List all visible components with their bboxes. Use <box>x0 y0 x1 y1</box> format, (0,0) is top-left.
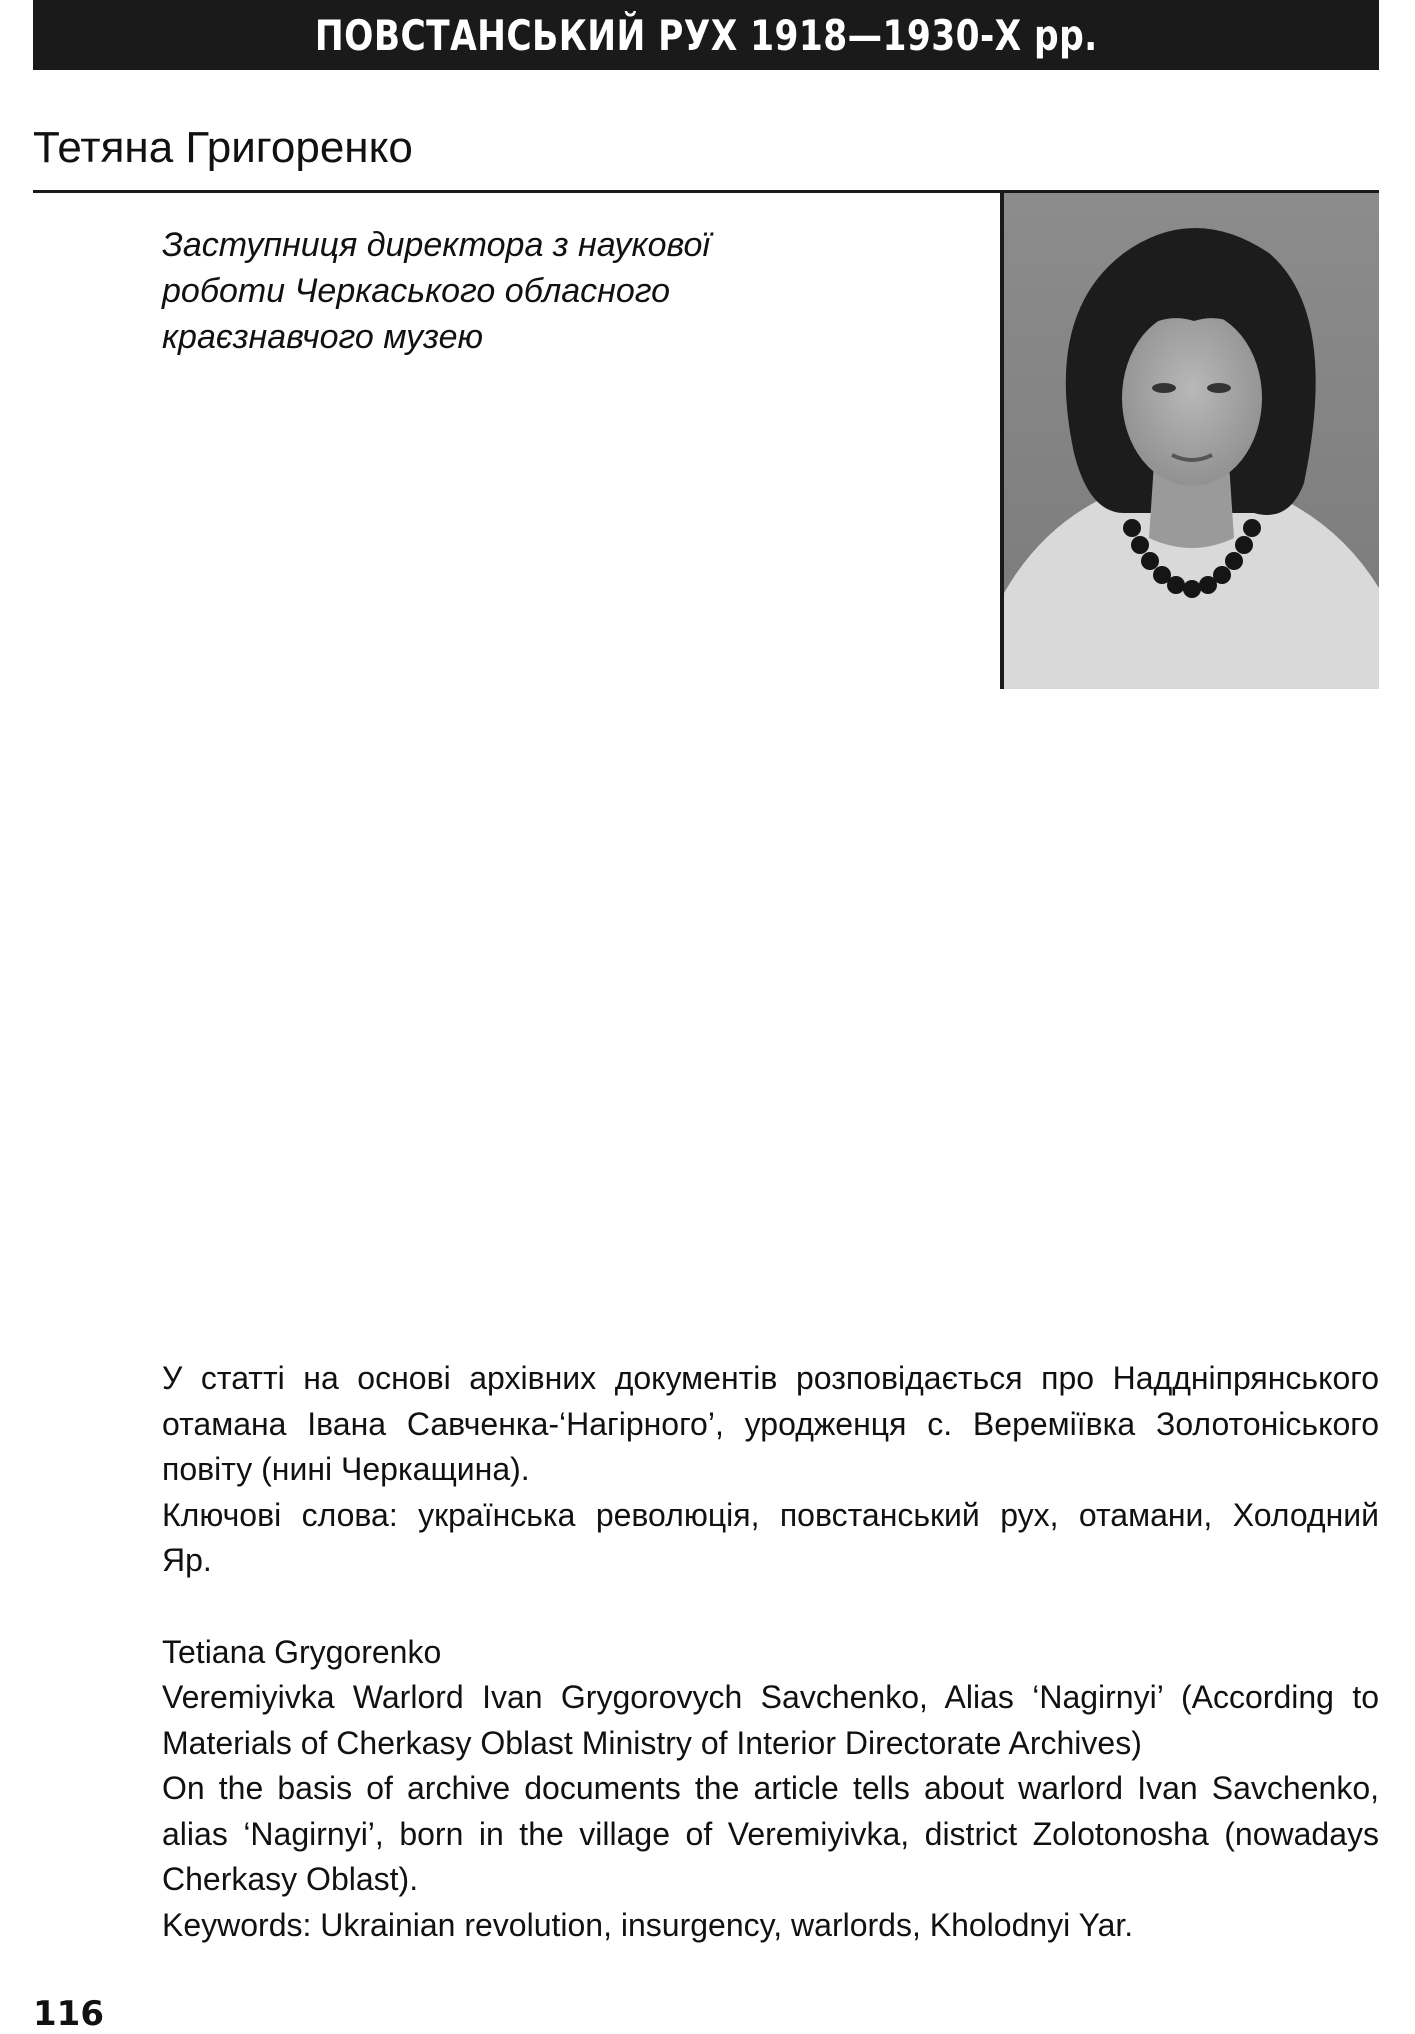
abstract-ua-line: отамана Івана Савченка-‘Нагірного’, уродженця с. Вереміївка Золотоніського <box>162 1405 1379 1442</box>
abstract-en-line: alias ‘Nagirnyi’, born in the village of Veremiyivka, district Zolotonosha (nowadays <box>162 1815 1379 1852</box>
position-line: краєзнавчого музею <box>162 318 484 356</box>
page-number: 116 <box>33 1994 104 2034</box>
author-photo <box>1000 193 1379 689</box>
abstract-ua-line: У статті на основі архівних документів розповідається про Наддніпрянського <box>162 1360 1379 1396</box>
author-name: Тетяна Григоренко <box>33 123 413 172</box>
keywords-ua-line: Яр. <box>162 1542 212 1578</box>
section-title: ПОВСТАНСЬКИЙ РУХ 1918—1930-Х рр. <box>314 10 1098 60</box>
abstract-en-line: On the basis of archive documents the article tells about warlord Ivan Savchenko, <box>162 1770 1379 1806</box>
position-line: роботи Черкаського обласного <box>162 272 671 310</box>
keywords-ua-line: Ключові слова: українська революція, повстанський рух, отамани, Холодний <box>162 1496 1379 1533</box>
position-line: Заступниця директора з наукової <box>162 226 710 264</box>
portrait-image <box>1004 193 1379 689</box>
author-position <box>162 222 802 360</box>
keywords-en-line: Keywords: Ukrainian revolution, insurgency, warlords, Kholodnyi Yar. <box>162 1906 1134 1943</box>
abstract-block <box>162 1356 1379 1948</box>
abstract-en-line: Cherkasy Oblast). <box>162 1861 419 1897</box>
article-title-en: Materials of Cherkasy Oblast Ministry of Interior Directorate Archives) <box>162 1724 1142 1761</box>
author-name-en: Tetiana Grygorenko <box>162 1633 442 1670</box>
article-title-en: Veremiyivka Warlord Ivan Grygorovych Savchenko, Alias ‘Nagirnyi’ (According to <box>162 1679 1379 1715</box>
abstract-ua-line: повіту (нині Черкащина). <box>162 1451 530 1487</box>
section-header <box>33 0 1379 70</box>
